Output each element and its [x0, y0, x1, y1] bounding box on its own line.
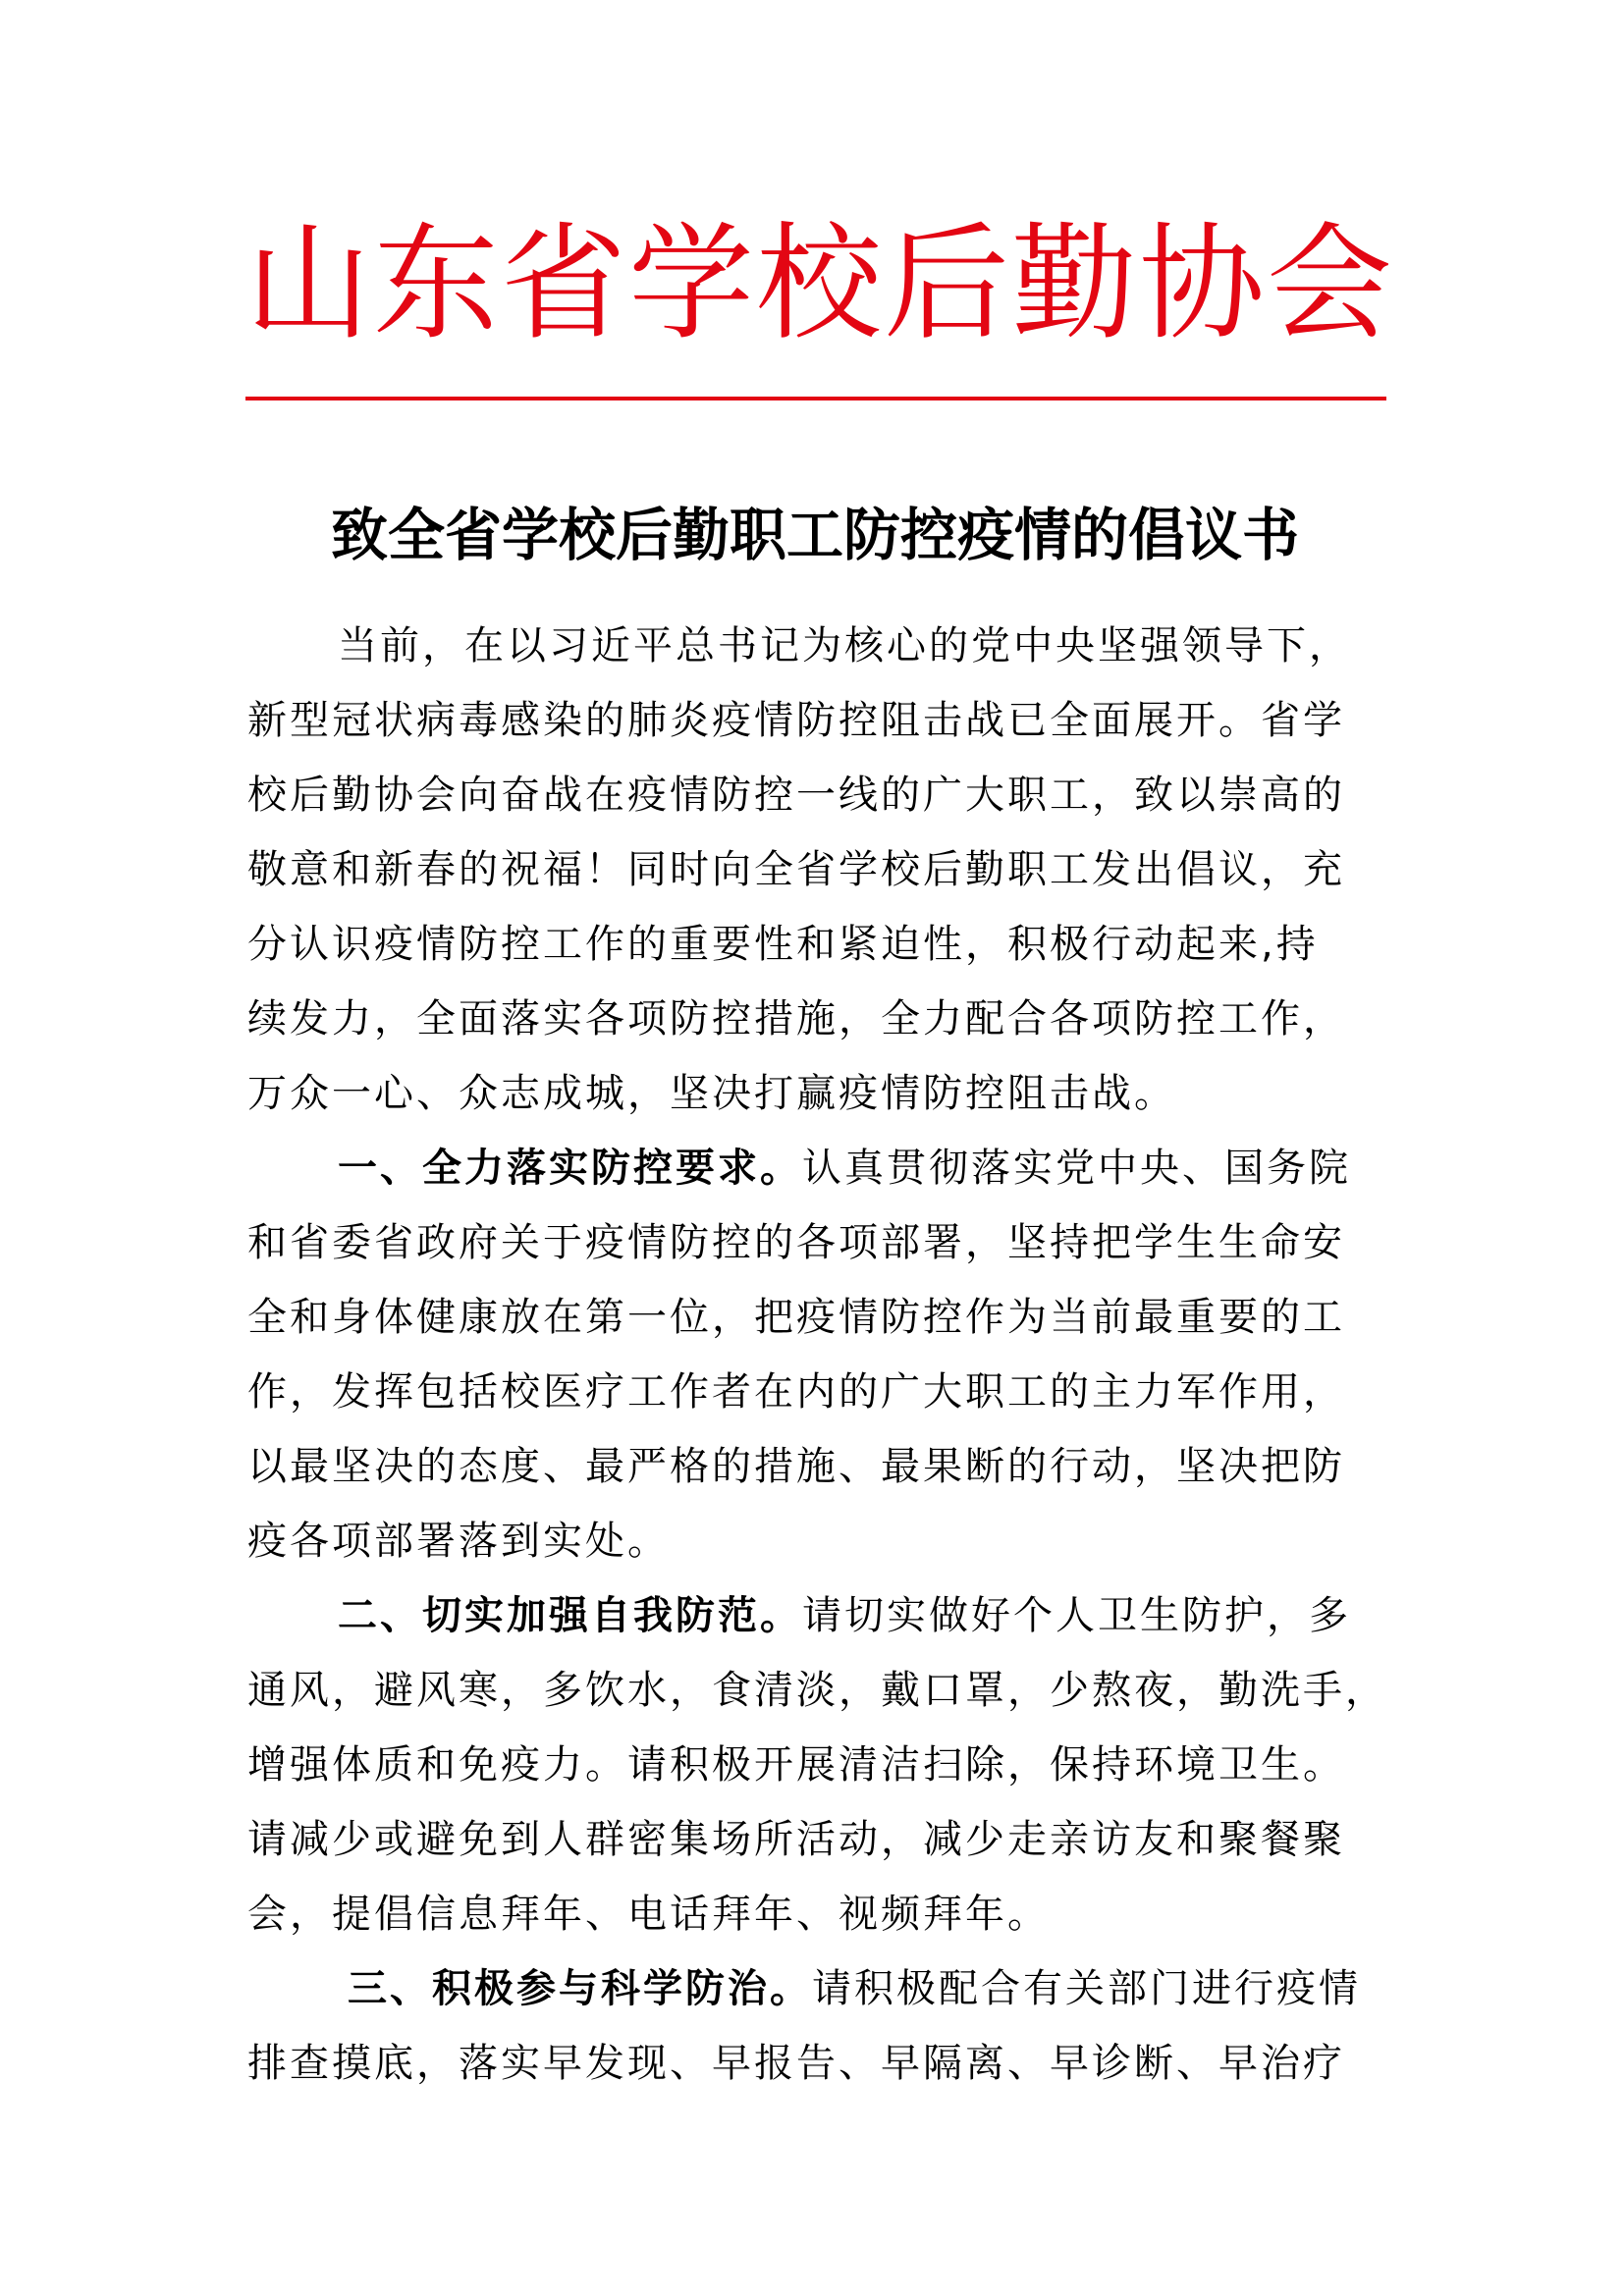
text-line: 分认识疫情防控工作的重要性和紧迫性，积极行动起来,持 — [247, 922, 1319, 967]
header-divider — [245, 397, 1386, 400]
text-line: 作，发挥包括校医疗工作者在内的广大职工的主力军作用， — [247, 1369, 1345, 1415]
section-2-heading: 二、切实加强自我防范。 — [338, 1593, 802, 1638]
section-2-first-line — [247, 1578, 1386, 1653]
text-line: 当前，在以习近平总书记为核心的党中央坚强领导下， — [338, 623, 1351, 668]
text-line: 通风，避风寒，多饮水，食清淡，戴口罩，少熬夜，勤洗手， — [247, 1668, 1387, 1713]
document-body — [247, 609, 1386, 2101]
organization-header: 山东省学校后勤协会 — [245, 211, 1395, 357]
section-3-heading: 三、积极参与科学防治。 — [348, 1966, 812, 2011]
section-3-first-line — [247, 1951, 1386, 2026]
text-line: 万众一心、众志成城，坚决打赢疫情防控阻击战。 — [247, 1071, 1176, 1116]
text-line: 会，提倡信息拜年、电话拜年、视频拜年。 — [247, 1892, 1050, 1937]
section-1-heading: 一、全力落实防控要求。 — [338, 1146, 802, 1191]
section-1-first-line — [247, 1131, 1386, 1205]
text-line: 以最坚决的态度、最严格的措施、最果断的行动，坚决把防 — [247, 1444, 1345, 1489]
section-1-paragraph — [247, 1131, 1386, 1578]
text-line: 全和身体健康放在第一位，把疫情防控作为当前最重要的工 — [247, 1295, 1345, 1340]
text-run: 请积极配合有关部门进行疫情 — [812, 1966, 1361, 2011]
text-line: 敬意和新春的祝福！同时向全省学校后勤职工发出倡议，充 — [247, 847, 1345, 892]
text-line: 疫各项部署落到实处。 — [247, 1519, 670, 1564]
text-line: 请减少或避免到人群密集场所活动，减少走亲访友和聚餐聚 — [247, 1817, 1345, 1862]
document-title: 致全省学校后勤职工防控疫情的倡议书 — [330, 502, 1299, 568]
text-run: 认真贯彻落实党中央、国务院 — [802, 1146, 1351, 1191]
text-line: 增强体质和免疫力。请积极开展清洁扫除，保持环境卫生。 — [247, 1742, 1345, 1788]
text-line: 校后勤协会向奋战在疫情防控一线的广大职工，致以崇高的 — [247, 773, 1345, 818]
intro-paragraph — [247, 609, 1386, 1131]
section-2-paragraph — [247, 1578, 1386, 1951]
section-3-paragraph — [247, 1951, 1386, 2101]
text-line: 新型冠状病毒感染的肺炎疫情防控阻击战已全面展开。省学 — [247, 698, 1345, 743]
text-line: 排查摸底，落实早发现、早报告、早隔离、早诊断、早治疗 — [247, 2041, 1345, 2086]
text-line: 续发力，全面落实各项防控措施，全力配合各项防控工作， — [247, 996, 1345, 1041]
text-run: 请切实做好个人卫生防护，多 — [802, 1593, 1351, 1638]
text-line: 和省委省政府关于疫情防控的各项部署，坚持把学生生命安 — [247, 1220, 1345, 1265]
